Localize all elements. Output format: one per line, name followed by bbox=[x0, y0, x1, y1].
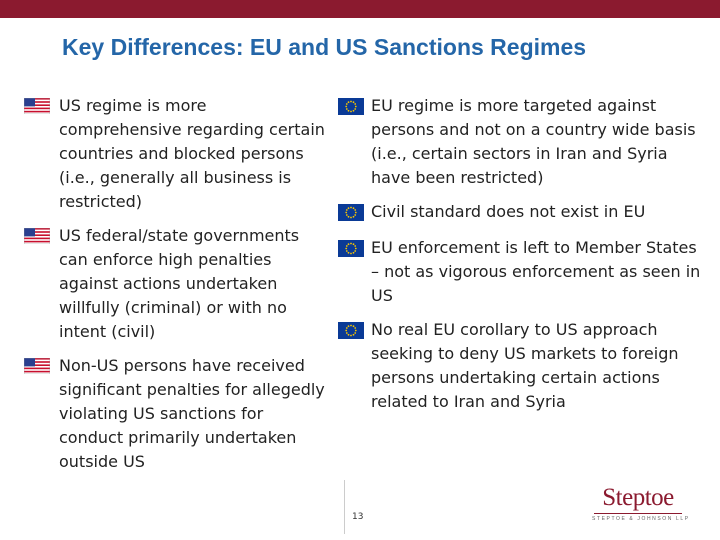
eu-bullet-text: Civil standard does not exist in EU bbox=[371, 202, 646, 221]
eu-flag-icon bbox=[338, 204, 364, 228]
eu-bullet-item bbox=[334, 318, 706, 414]
logo-wordmark: Steptoe bbox=[602, 484, 674, 511]
logo-rule bbox=[594, 513, 682, 514]
logo-subtitle: STEPTOE & JOHNSON LLP bbox=[592, 516, 690, 522]
us-bullet-item bbox=[22, 94, 332, 214]
eu-flag-icon bbox=[338, 98, 364, 122]
page-number: 13 bbox=[352, 512, 364, 522]
eu-flag-icon bbox=[338, 240, 364, 264]
us-bullet-text: Non-US persons have received significant penalties for allegedly violating US sanctions for conduct primarily undertaken outside US bbox=[59, 356, 325, 471]
us-flag-icon bbox=[24, 227, 50, 251]
eu-column bbox=[334, 94, 706, 424]
eu-bullet-text: EU enforcement is left to Member States – not as vigorous enforcement as seen in US bbox=[371, 238, 701, 305]
steptoe-logo bbox=[592, 484, 690, 522]
slide-title: Key Differences: EU and US Sanctions Regimes bbox=[62, 34, 587, 60]
us-bullet-item bbox=[22, 224, 332, 344]
us-column bbox=[22, 94, 332, 484]
us-flag-icon bbox=[24, 357, 50, 381]
footer-divider bbox=[344, 480, 345, 534]
us-bullet-text: US federal/state governments can enforce high penalties against actions undertaken willfully (criminal) or with no intent (civil) bbox=[59, 226, 300, 341]
eu-bullet-text: EU regime is more targeted against persons and not on a country wide basis (i.e., certain sectors in Iran and Syria have been restricted) bbox=[371, 96, 696, 187]
eu-bullet-item bbox=[334, 94, 706, 190]
us-bullet-item bbox=[22, 354, 332, 474]
us-flag-icon bbox=[24, 97, 50, 121]
top-accent-bar bbox=[0, 0, 720, 18]
eu-bullet-text: No real EU corollary to US approach seeking to deny US markets to foreign persons undertaking certain actions related to Iran and Syria bbox=[371, 320, 679, 411]
eu-flag-icon bbox=[338, 322, 364, 346]
us-bullet-text: US regime is more comprehensive regarding certain countries and blocked persons (i.e., generally all business is restricted) bbox=[59, 96, 325, 211]
eu-bullet-item bbox=[334, 236, 706, 308]
eu-bullet-item bbox=[334, 200, 706, 224]
